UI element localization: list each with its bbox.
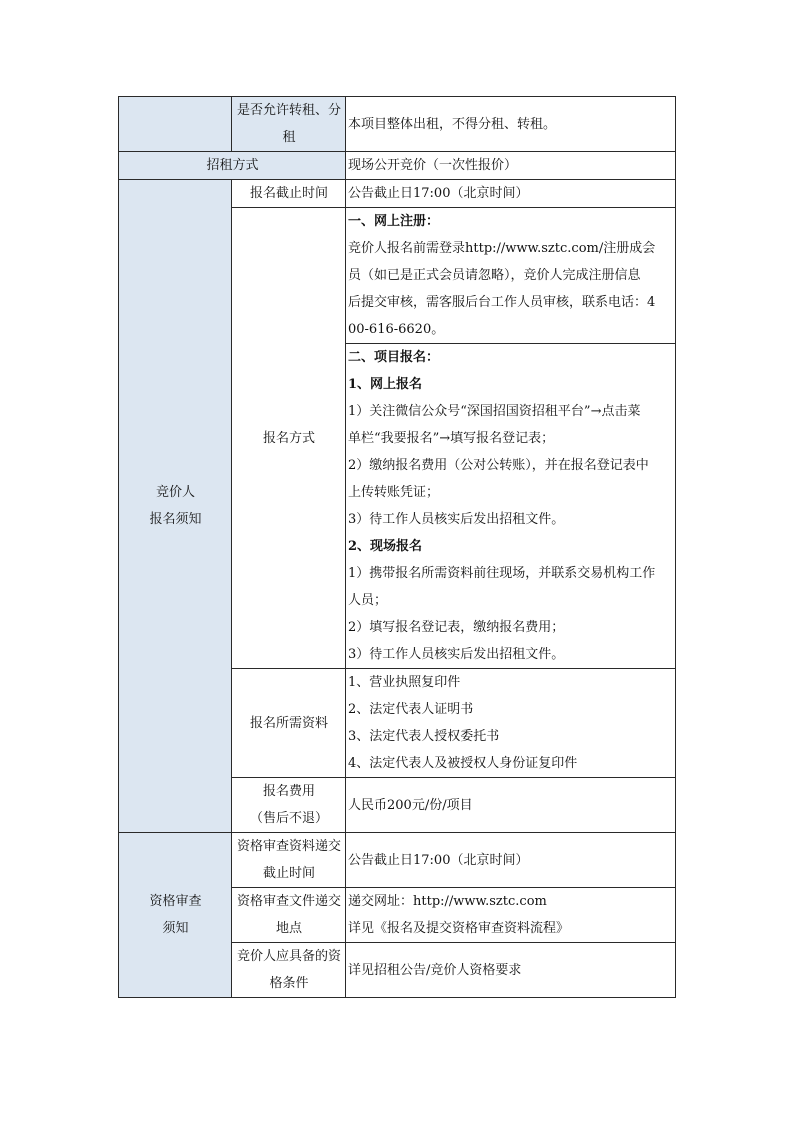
onsite-signup-line: 3）待工作人员核实后发出招租文件。 bbox=[348, 647, 565, 662]
project-signup-cell bbox=[346, 344, 676, 669]
online-register-line: 竞价人报名前需登录http://www.sztc.com/注册成会 bbox=[348, 241, 656, 256]
materials-line: 1、营业执照复印件 bbox=[348, 675, 461, 690]
submit-deadline-label: 资格审查资料递交 截止时间 bbox=[232, 833, 346, 888]
table-row bbox=[119, 180, 676, 208]
online-register-line: 员（如已是正式会员请忽略），竞价人完成注册信息 bbox=[348, 268, 641, 283]
onsite-signup-line: 人员； bbox=[348, 593, 388, 608]
table-row bbox=[119, 97, 676, 152]
materials-line: 3、法定代表人授权委托书 bbox=[348, 729, 500, 744]
qualification-group-label: 资格审查 须知 bbox=[119, 833, 232, 998]
materials-label: 报名所需资料 bbox=[232, 669, 346, 778]
signup-deadline-value: 公告截止日17:00（北京时间） bbox=[346, 180, 676, 208]
online-signup-line: 单栏“我要报名”→填写报名登记表； bbox=[348, 431, 555, 446]
submit-place-label: 资格审查文件递交 地点 bbox=[232, 888, 346, 943]
submit-process-line: 详见《报名及提交资格审查资料流程》 bbox=[348, 921, 570, 936]
signup-fee-label: 报名费用 （售后不退） bbox=[232, 778, 346, 833]
online-signup-title: 1、网上报名 bbox=[348, 377, 423, 392]
online-signup-line: 1）关注微信公众号“深国招国资招租平台”→点击菜 bbox=[348, 404, 641, 419]
onsite-signup-title: 2、现场报名 bbox=[348, 539, 423, 554]
signup-deadline-label: 报名截止时间 bbox=[232, 180, 346, 208]
online-register-title: 一、网上注册： bbox=[348, 214, 440, 229]
signup-fee-value: 人民币200元/份/项目 bbox=[346, 778, 676, 833]
online-register-line: 00-616-6620。 bbox=[348, 322, 445, 337]
table-row bbox=[119, 152, 676, 180]
materials-line: 4、法定代表人及被授权人身份证复印件 bbox=[348, 756, 578, 771]
materials-line: 2、法定代表人证明书 bbox=[348, 702, 474, 717]
bidder-notice-group-label: 竞价人 报名须知 bbox=[119, 180, 232, 833]
onsite-signup-line: 1）携带报名所需资料前往现场，并联系交易机构工作 bbox=[348, 566, 656, 581]
online-register-line: 后提交审核，需客服后台工作人员审核，联系电话：4 bbox=[348, 295, 656, 310]
online-signup-line: 3）待工作人员核实后发出招租文件。 bbox=[348, 512, 565, 527]
table-row bbox=[119, 833, 676, 888]
submit-url-line: 递交网址：http://www.sztc.com bbox=[348, 894, 547, 909]
onsite-signup-line: 2）填写报名登记表，缴纳报名费用； bbox=[348, 620, 565, 635]
qualification-conditions-value: 详见招租公告/竞价人资格要求 bbox=[346, 943, 676, 998]
materials-cell bbox=[346, 669, 676, 778]
submit-place-cell bbox=[346, 888, 676, 943]
online-signup-line: 2）缴纳报名费用（公对公转账），并在报名登记表中 bbox=[348, 458, 649, 473]
submit-deadline-value: 公告截止日17:00（北京时间） bbox=[346, 833, 676, 888]
qualification-conditions-label: 竞价人应具备的资 格条件 bbox=[232, 943, 346, 998]
project-signup-title: 二、项目报名： bbox=[348, 350, 440, 365]
sublet-value: 本项目整体出租，不得分租、转租。 bbox=[346, 97, 676, 152]
rental-method-value: 现场公开竞价（一次性报价） bbox=[346, 152, 676, 180]
sublet-label: 是否允许转租、分 租 bbox=[232, 97, 346, 152]
rental-method-label: 招租方式 bbox=[119, 152, 346, 180]
row-blank-header bbox=[119, 97, 232, 152]
notice-table bbox=[118, 96, 676, 998]
signup-method-label: 报名方式 bbox=[232, 208, 346, 669]
online-register-cell bbox=[346, 208, 676, 344]
online-signup-line: 上传转账凭证； bbox=[348, 485, 440, 500]
